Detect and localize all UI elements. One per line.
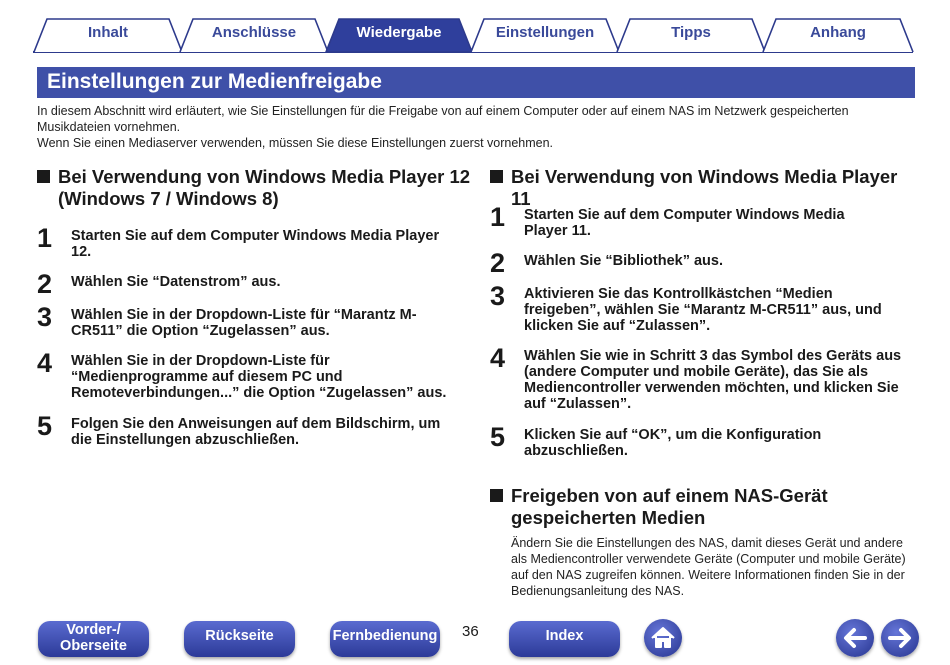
intro-paragraph-2: Wenn Sie einen Mediaserver verwenden, müssen Sie diese Einstellungen zuerst vornehmen. — [37, 136, 554, 150]
bullet-square-icon — [490, 489, 503, 502]
step-number: 1 — [37, 223, 53, 253]
page-number: 36 — [462, 623, 479, 640]
front-back-line-1: Vorder-/ — [66, 622, 121, 638]
back-button[interactable] — [836, 619, 874, 657]
forward-button[interactable] — [881, 619, 919, 657]
step-number: 4 — [490, 343, 506, 373]
tab-wiedergabe[interactable] — [325, 17, 473, 51]
bullet-square-icon — [37, 170, 50, 183]
step-text: Wählen Sie in der Dropdown-Liste für “Marantz M-CR511” die Option “Zugelassen” aus. — [71, 307, 417, 339]
wmp12-heading-text: Bei Verwendung von Windows Media Player 12 (Windows 7 / Windows 8) — [58, 166, 471, 209]
index-label: Index — [545, 628, 584, 644]
rear-label: Rückseite — [205, 628, 274, 644]
step-text: Starten Sie auf dem Computer Windows Media Player 12. — [71, 228, 440, 260]
step-text: Starten Sie auf dem Computer Windows Media Player 11. — [524, 207, 845, 239]
tab-anhang[interactable] — [762, 17, 914, 51]
tab-inhalt-label: Inhalt — [88, 24, 128, 41]
nas-heading-text: Freigeben von auf einem NAS-Gerät gespeicherten Medien — [511, 485, 828, 528]
remote-button[interactable] — [330, 621, 440, 657]
arrow-left-icon — [836, 619, 874, 657]
step-text: Wählen Sie “Bibliothek” aus. — [524, 253, 724, 269]
step-text: Folgen Sie den Anweisungen auf dem Bildschirm, um die Einstellungen abzuschließen. — [71, 416, 441, 448]
step-text: Wählen Sie in der Dropdown-Liste für “Medienprogramme auf diesem PC und Remoteverbindungen...” die Option “Zugelassen” aus. — [71, 353, 447, 401]
index-button[interactable] — [509, 621, 620, 657]
intro-text — [37, 103, 907, 151]
tab-anhang-label: Anhang — [810, 24, 866, 41]
step-number: 2 — [490, 248, 506, 278]
home-button[interactable] — [644, 619, 682, 657]
step-number: 4 — [37, 348, 53, 378]
intro-paragraph-1: In diesem Abschnitt wird erläutert, wie Sie Einstellungen für die Freigabe von auf einem Computer oder auf einem NAS im Netzwerk gespeicherten Musikdateien vornehmen. — [37, 104, 849, 134]
section-title-bar — [37, 67, 915, 98]
front-back-line-2: Oberseite — [60, 638, 127, 654]
tab-bar — [0, 0, 950, 56]
home-icon — [644, 619, 682, 657]
front-back-button[interactable] — [38, 621, 149, 657]
step-number: 3 — [37, 302, 53, 332]
wmp12-heading — [37, 166, 477, 210]
step-number: 3 — [490, 281, 506, 311]
step-text: Klicken Sie auf “OK”, um die Konfiguration abzuschließen. — [524, 427, 822, 459]
step-number: 1 — [490, 202, 506, 232]
step-number: 2 — [37, 269, 53, 299]
rear-button[interactable] — [184, 621, 295, 657]
tab-wiedergabe-label: Wiedergabe — [356, 24, 442, 41]
tab-einstellungen-label: Einstellungen — [495, 24, 595, 41]
step-number: 5 — [490, 422, 506, 452]
step-number: 5 — [37, 411, 53, 441]
bullet-square-icon — [490, 170, 503, 183]
tab-tipps-label: Tipps — [671, 24, 711, 41]
wmp11-heading — [490, 166, 920, 210]
tab-anschluesse-label: Anschlüsse — [211, 24, 297, 41]
tab-anschluesse[interactable] — [179, 17, 329, 51]
tab-inhalt[interactable] — [33, 17, 183, 51]
step-text: Aktivieren Sie das Kontrollkästchen “Medien freigeben”, wählen Sie “Marantz M-CR511” aus, und klicken Sie auf “Zulassen”. — [524, 286, 882, 334]
tab-einstellungen[interactable] — [470, 17, 620, 51]
tab-tipps[interactable] — [616, 17, 766, 51]
section-title: Einstellungen zur Medienfreigabe — [47, 70, 382, 93]
remote-label: Fernbedienung — [332, 628, 438, 644]
step-text: Wählen Sie wie in Schritt 3 das Symbol des Geräts aus (andere Computer und mobile Geräte), das Sie als Mediencontroller verwenden möchten, und klicken Sie auf “Zulassen”. — [524, 348, 902, 412]
step-text: Wählen Sie “Datenstrom” aus. — [71, 274, 281, 290]
wmp11-heading-text: Bei Verwendung von Windows Media Player 11 — [511, 166, 898, 209]
nas-paragraph: Ändern Sie die Einstellungen des NAS, damit dieses Gerät und andere als Mediencontroller verwendete Geräte (Computer und mobile Geräte) auf den NAS zugreifen können. Weitere Informationen finden Sie in der Bedienungsanleitung des NAS. — [511, 536, 906, 598]
arrow-right-icon — [881, 619, 919, 657]
nas-heading — [490, 485, 830, 529]
